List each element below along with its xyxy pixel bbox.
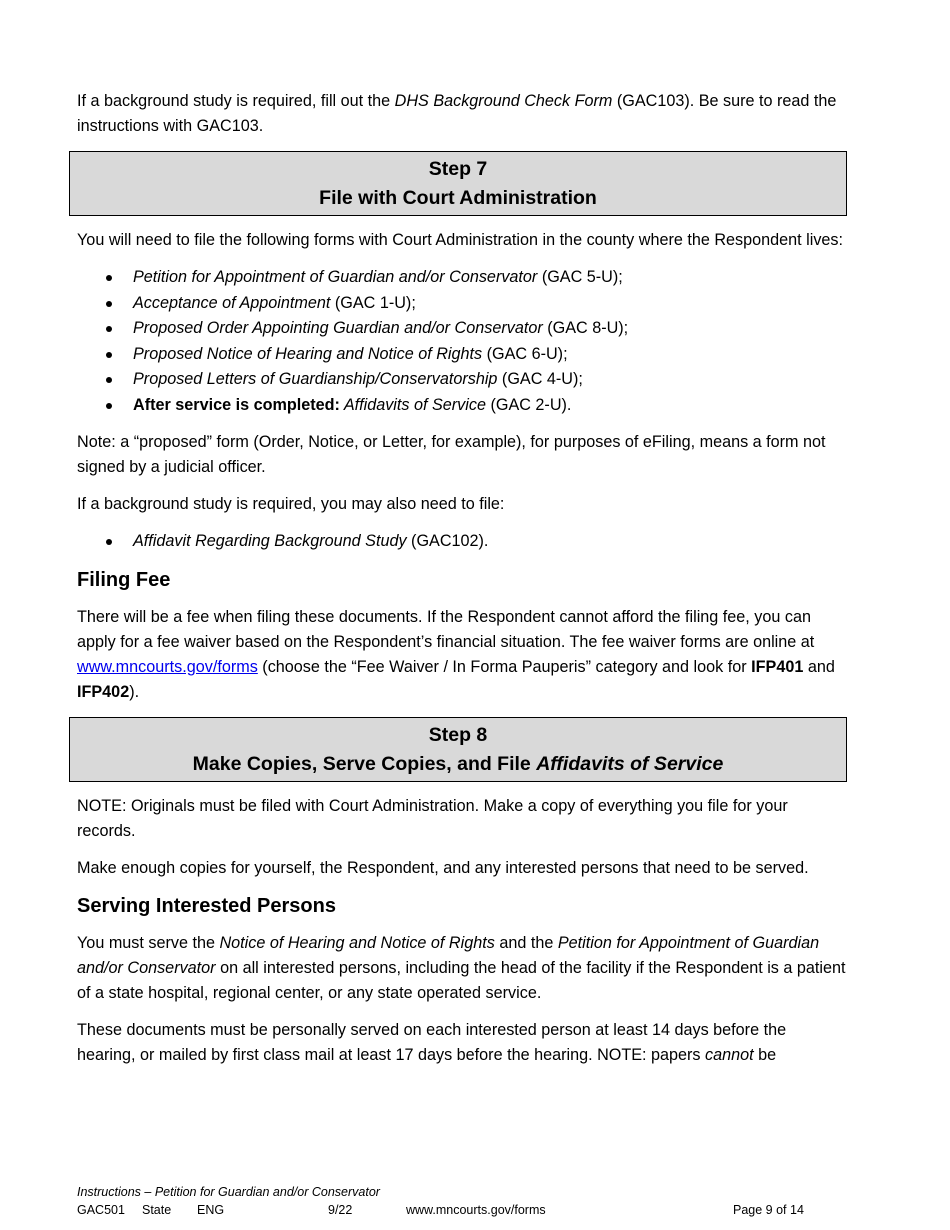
background-study-intro: If a background study is required, you may also need to file: bbox=[77, 495, 505, 513]
serving-heading: Serving Interested Persons bbox=[77, 894, 336, 917]
background-study-list bbox=[77, 529, 847, 555]
proposed-form-note: Note: a “proposed” form (Order, Notice, or Letter, for example), for purposes of eFiling, means a form not signed by a judicial officer. bbox=[77, 433, 826, 476]
page-footer bbox=[77, 1183, 847, 1219]
step-7-number: Step 7 bbox=[428, 158, 488, 180]
step-8-header bbox=[69, 717, 847, 782]
step-7-title: File with Court Administration bbox=[319, 187, 597, 209]
originals-note: NOTE: Originals must be filed with Court Administration. Make a copy of everything you file for your records. bbox=[77, 796, 788, 840]
footer-page-number: Page 9 of 14 bbox=[733, 1203, 804, 1217]
footer-form-code: GAC501 bbox=[77, 1203, 125, 1217]
list-item: Acceptance of Appointment (GAC 1-U); bbox=[77, 291, 847, 317]
document-body bbox=[77, 89, 847, 1080]
step-8-title: Make Copies, Serve Copies, and File Affidavits of Service bbox=[192, 752, 724, 775]
footer-language: ENG bbox=[197, 1203, 225, 1217]
footer-state: State bbox=[142, 1203, 172, 1217]
list-item: Affidavit Regarding Background Study (GAC102). bbox=[77, 529, 847, 555]
list-item: Petition for Appointment of Guardian and/or Conservator (GAC 5-U); bbox=[77, 265, 847, 291]
copies-paragraph: Make enough copies for yourself, the Respondent, and any interested persons that need to be served. bbox=[77, 858, 809, 877]
footer-row bbox=[77, 1201, 847, 1219]
list-item: Proposed Notice of Hearing and Notice of Rights (GAC 6-U); bbox=[77, 342, 847, 368]
list-item: Proposed Letters of Guardianship/Conservatorship (GAC 4-U); bbox=[77, 367, 847, 393]
footer-date: 9/22 bbox=[328, 1203, 353, 1217]
serving-paragraph-1: You must serve the Notice of Hearing and Notice of Rights and the Petition for Appointment of Guardian and/or Conservator on all interested persons, including the head of the facility if the Respondent is a patient of a state hospital, regional center, or any state operated service. bbox=[77, 933, 846, 1002]
background-check-paragraph: If a background study is required, fill out the DHS Background Check Form (GAC103). Be sure to read the instructions with GAC103. bbox=[77, 92, 837, 135]
step-7-intro: You will need to file the following forms with Court Administration in the county where the Respondent lives: bbox=[77, 231, 844, 249]
dhs-form-name: DHS Background Check Form bbox=[394, 92, 613, 110]
mncourts-forms-link[interactable]: www.mncourts.gov/forms bbox=[77, 657, 258, 676]
step-8-number: Step 8 bbox=[428, 723, 488, 746]
step-7-header bbox=[69, 151, 847, 216]
list-item: After service is completed: Affidavits of Service (GAC 2-U). bbox=[77, 393, 847, 419]
footer-url: www.mncourts.gov/forms bbox=[406, 1203, 546, 1217]
filing-fee-paragraph: There will be a fee when filing these documents. If the Respondent cannot afford the filing fee, you can apply for a fee waiver based on the Respondent’s financial situation. The fee waiver forms are online at www.mncourts.gov/forms (choose the “Fee Waiver / In Forma Pauperis” category and look for IFP401 and IFP402). bbox=[77, 607, 835, 701]
serving-paragraph-2: These documents must be personally served on each interested person at least 14 days before the hearing, or mailed by first class mail at least 17 days before the hearing. NOTE: papers cannot be bbox=[77, 1020, 787, 1064]
forms-to-file-list bbox=[77, 265, 847, 418]
filing-fee-heading: Filing Fee bbox=[77, 568, 171, 591]
footer-title: Instructions – Petition for Guardian and/or Conservator bbox=[77, 1185, 380, 1199]
list-item: Proposed Order Appointing Guardian and/or Conservator (GAC 8-U); bbox=[77, 316, 847, 342]
